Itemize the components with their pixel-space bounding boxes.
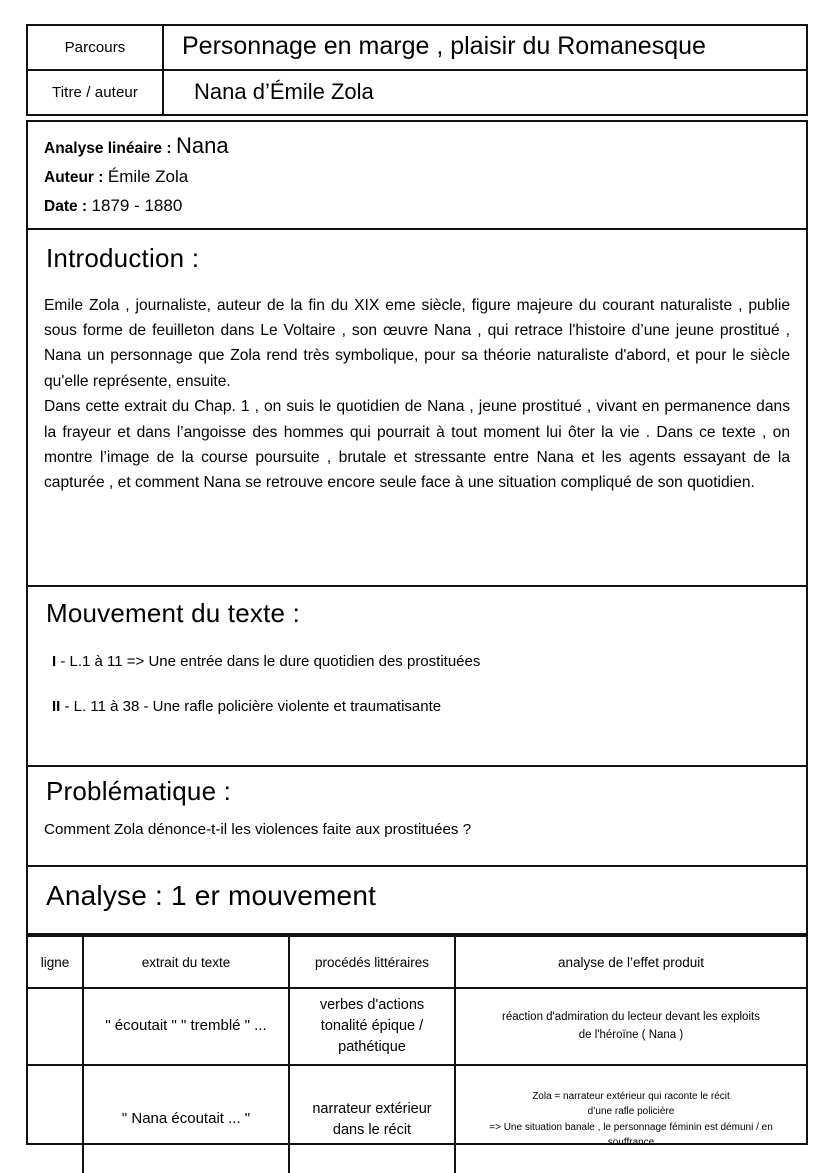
meta-label-titre-auteur: Titre / auteur (52, 83, 138, 101)
procedes-line-1: verbes d'actions (319, 997, 425, 1013)
identification-row-auteur (44, 168, 806, 186)
identification-row-analyse (44, 135, 806, 157)
analyse-title-section (28, 867, 806, 935)
table-row (28, 1065, 806, 1173)
procedes-line-3: pathétique (338, 1039, 406, 1056)
identification-value-auteur: Émile Zola (107, 167, 189, 186)
table-header-ligne: ligne (28, 936, 83, 988)
analyse-line-3: => Une situation banale , le personnage féminin est démuni / en (489, 1121, 773, 1133)
analyse-table (28, 935, 806, 1173)
analyse-line-4: souffrance (607, 1137, 655, 1149)
table-header-extrait: extrait du texte (83, 936, 289, 988)
meta-label-titre-auteur-cell (27, 70, 163, 115)
meta-row-titre-auteur (27, 70, 807, 115)
table-cell-extrait: " écoutait " " tremblé " ... (83, 988, 289, 1065)
procedes-line-2: dans le récit (332, 1121, 412, 1138)
table-cell-extrait: " Nana écoutait ... " (83, 1065, 289, 1173)
table-cell-ligne (28, 988, 83, 1065)
identification-label-date: Date : (44, 198, 88, 215)
analyse-title: Analyse : 1 er mouvement (46, 880, 377, 911)
document-meta-table (26, 24, 808, 116)
analyse-line-2: de l'héroïne ( Nana ) (578, 1028, 684, 1041)
analyse-table-section (28, 935, 806, 1173)
meta-value-titre-auteur: Nana d’Émile Zola (194, 78, 374, 104)
problematique-section (28, 767, 806, 867)
analyse-line-1: Zola = narrateur extérieur qui raconte le récit (532, 1090, 730, 1102)
table-cell-ligne (28, 1065, 83, 1173)
identification-value-date: 1879 - 1880 (91, 196, 183, 215)
meta-value-titre-auteur-cell (163, 70, 807, 115)
identification-label-auteur: Auteur : (44, 169, 104, 186)
procedes-line-2: tonalité épique / (320, 1018, 424, 1035)
analyse-line-1: réaction d'admiration du lecteur devant les exploits (502, 1011, 760, 1024)
introduction-section (28, 230, 806, 587)
table-header-procedes: procédés littéraires (289, 936, 455, 988)
identification-value-analyse: Nana (175, 133, 229, 158)
mouvement-item-2 (52, 697, 790, 717)
introduction-title: Introduction : (46, 243, 200, 273)
table-row (28, 988, 806, 1065)
procedes-line-1: narrateur extérieur (312, 1100, 432, 1117)
problematique-question: Comment Zola dénonce-t-il les violences faite aux prostituées ? (44, 820, 472, 838)
mouvement-item-1 (52, 652, 790, 672)
identification-block (28, 122, 806, 230)
analyse-line-2: d’une rafle policière (587, 1106, 675, 1118)
analysis-sheet (26, 120, 808, 1149)
table-cell-procedes (289, 1065, 455, 1173)
mouvement-item-2-number: II (52, 698, 61, 716)
mouvement-item-1-text: - L.1 à 11 => Une entrée dans le dure quotidien des prostituées (56, 652, 481, 670)
meta-label-parcours-cell (27, 25, 163, 70)
introduction-paragraph-1: Emile Zola , journaliste, auteur de la fin du XIX eme siècle, figure majeure du courant naturaliste , publie sous forme de feuilleton dans Le Voltaire , son œuvre Nana , qui retrace l'histoire d’une jeune prostitué , Nana un personnage que Zola rend très symbolique, pour sa théorie naturaliste d'abord, et pour le siècle qu'elle représente, ensuite. (44, 296, 790, 390)
meta-value-parcours: Personnage en marge , plaisir du Romanesque (182, 32, 706, 60)
meta-value-parcours-cell (163, 25, 807, 70)
table-cell-procedes (289, 988, 455, 1065)
mouvement-section (28, 587, 806, 767)
table-cell-analyse (455, 1065, 806, 1173)
table-header-analyse: analyse de l’effet produit (455, 936, 806, 988)
introduction-paragraph-2: Dans cette extrait du Chap. 1 , on suis le quotidien de Nana , jeune prostitué , vivant en permanence dans la frayeur et dans l’angoisse des hommes qui pourrait à tout moment lui ôter la vie . Dans ce texte , on montre l’image de la course poursuite , brutale et stressante entre Nana et les agents essayant de la capturée , et comment Nana se retrouve encore seule face à une situation compliqué de son quotidien. (44, 398, 790, 492)
meta-label-parcours: Parcours (64, 38, 126, 56)
identification-label-analyse: Analyse linéaire : (44, 140, 172, 157)
mouvement-item-1-number: I (52, 652, 57, 670)
mouvement-item-2-text: - L. 11 à 38 - Une rafle policière violente et traumatisante (60, 698, 442, 716)
problematique-title: Problématique : (46, 776, 232, 806)
table-header-row (28, 936, 806, 988)
table-cell-analyse (455, 988, 806, 1065)
mouvement-title: Mouvement du texte : (46, 598, 301, 628)
meta-row-parcours (27, 25, 807, 70)
identification-row-date (44, 197, 806, 215)
